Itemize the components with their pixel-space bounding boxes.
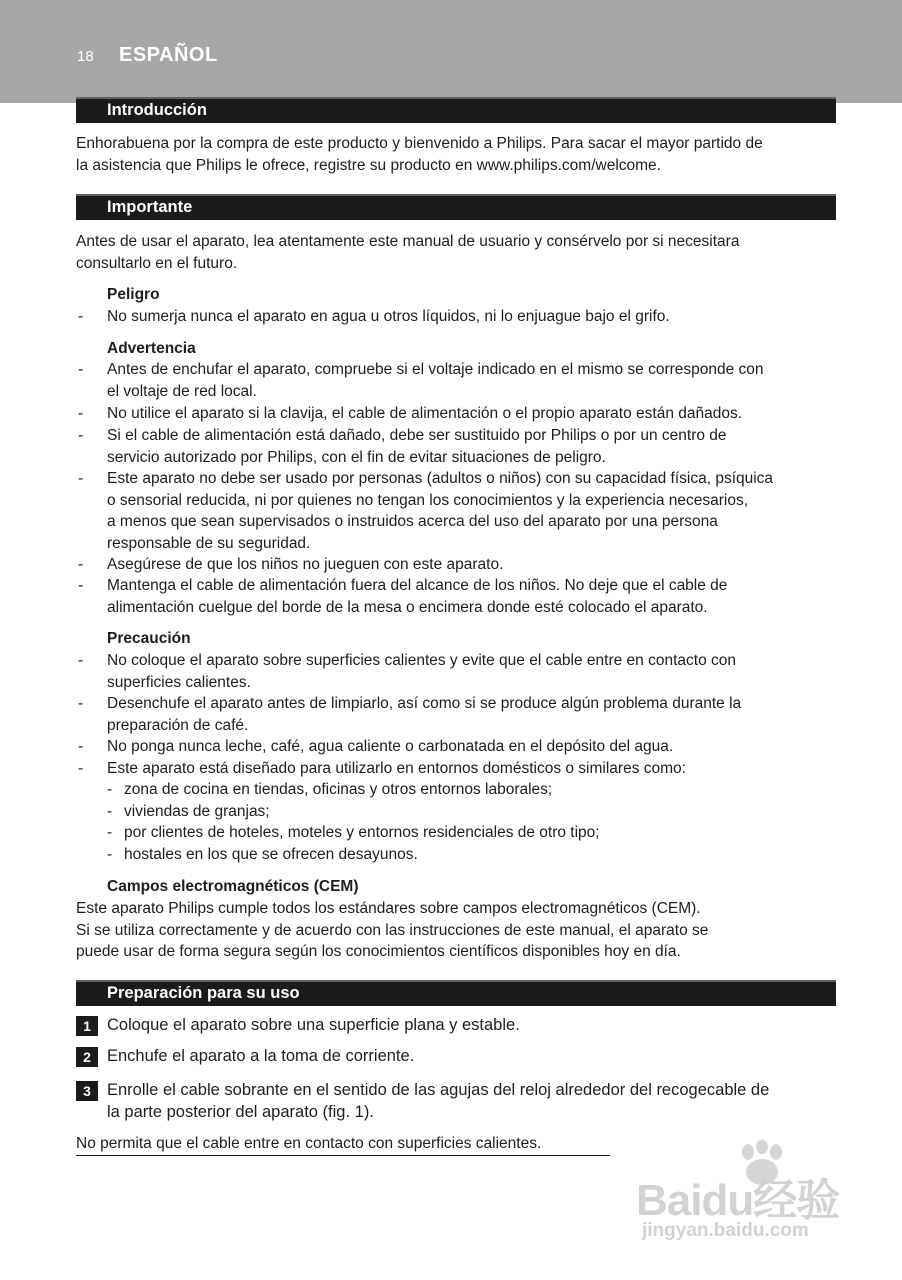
- step-number: 1: [76, 1016, 98, 1036]
- emf-heading: Campos electromagnéticos (CEM): [107, 878, 359, 895]
- emf-paragraph: Este aparato Philips cumple todos los estándares sobre campos electromagnéticos (CEM). Si se utiliza correctamente y de acuerdo con las instrucciones de este manual, el aparato se puede usar de forma segura según los conocimientos científicos disponibles hoy en día.: [76, 900, 709, 961]
- baidu-watermark: [636, 1140, 846, 1250]
- note-underline: [76, 1155, 610, 1156]
- note-text: No permita que el cable entre en contacto con superficies calientes.: [76, 1135, 542, 1152]
- section-bar-introduccion: Introducción: [76, 97, 836, 123]
- section-bar-preparacion: Preparación para su uso: [76, 980, 836, 1006]
- section-bar-importante: Importante: [76, 194, 836, 220]
- intro-paragraph: Enhorabuena por la compra de este producto y bienvenido a Philips. Para sacar el mayor partido de la asistencia que Philips le ofrece, registre su producto en www.philips.com/welcome.: [76, 135, 763, 174]
- step-number: 3: [76, 1081, 98, 1101]
- caution-heading: Precaución: [107, 630, 191, 647]
- page-number: 18: [77, 48, 94, 65]
- danger-heading: Peligro: [107, 286, 160, 303]
- warning-heading: Advertencia: [107, 340, 196, 357]
- important-paragraph: Antes de usar el aparato, lea atentamente este manual de usuario y consérvelo por si necesitara consultarlo en el futuro.: [76, 233, 740, 272]
- language-title: ESPAÑOL: [119, 44, 218, 66]
- watermark-logo: Baidu经验: [636, 1176, 840, 1225]
- watermark-site: jingyan.baidu.com: [642, 1220, 809, 1241]
- step-number: 2: [76, 1047, 98, 1067]
